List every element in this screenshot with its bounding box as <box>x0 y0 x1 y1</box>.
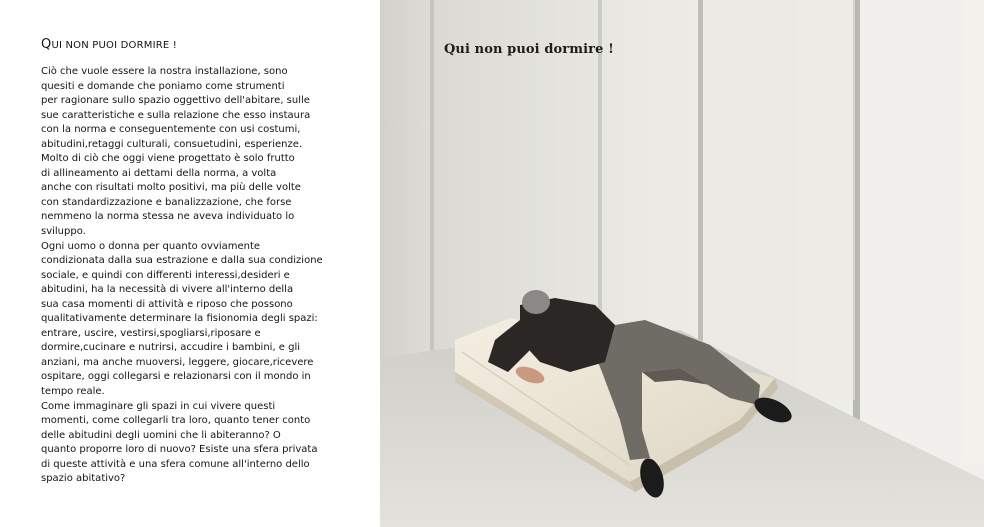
body-line: Ciò che vuole essere la nostra installazione, sono <box>41 66 288 77</box>
body-line: sociale, e quindi con differenti interessi,desideri e <box>41 269 290 281</box>
body-line: con la norma e conseguentemente con usi costumi, <box>41 124 301 136</box>
installation-photo <box>380 0 984 527</box>
body-line: quanto proporre loro di nuovo? Esiste una sfera privata <box>41 444 318 456</box>
body-text <box>41 65 341 487</box>
body-line: Come immaginare gli spazi in cui vivere questi <box>41 400 276 412</box>
body-line: dormire,cucinare e nutrirsi, accudire i bambini, e gli <box>41 342 301 354</box>
body-line: abitudini, ha la necessità di vivere all'interno della <box>41 284 294 296</box>
photo-illustration <box>380 0 984 527</box>
body-line: anziani, ma anche muoversi, leggere, giocare,ricevere <box>41 356 314 368</box>
body-line: spazio abitativo? <box>41 473 126 485</box>
body-line: nemmeno la norma stessa ne aveva individuato lo <box>41 211 295 223</box>
body-line: per ragionare sullo spazio oggettivo dell'abitare, sulle <box>41 95 310 107</box>
photo-caption: Qui non puoi dormire ! <box>444 42 614 57</box>
body-line: ospitare, oggi collegarsi e relazionarsi con il mondo in <box>41 371 311 383</box>
body-line: delle abitudini degli uomini che li abiteranno? O <box>41 429 281 441</box>
body-line: anche con risultati molto positivi, ma più delle volte <box>41 182 301 194</box>
body-line: tempo reale. <box>41 386 105 398</box>
body-line: sviluppo. <box>41 226 86 238</box>
body-line: entrare, uscire, vestirsi,spogliarsi,riposare e <box>41 327 261 339</box>
body-line: abitudini,retaggi culturali, consuetudini, esperienze. <box>41 138 303 150</box>
body-line: sue caratteristiche e sulla relazione che esso instaura <box>41 109 311 121</box>
body-line: condizionata dalla sua estrazione e dalla sua condizione <box>41 255 323 267</box>
body-line: momenti, come collegarli tra loro, quanto tener conto <box>41 415 311 427</box>
body-line: Ogni uomo o donna per quanto ovviamente <box>41 240 261 252</box>
body-line: qualitativamente determinare la fisionomia degli spazi: <box>41 313 318 325</box>
text-column <box>0 0 380 527</box>
body-line: di allineamento ai dettami della norma, a volta <box>41 167 277 179</box>
document-title: QUI NON PUOI DORMIRE ! <box>41 37 177 52</box>
body-line: quesiti e domande che poniamo come strumenti <box>41 80 285 92</box>
body-line: di queste attività e una sfera comune all'interno dello <box>41 458 310 470</box>
body-line: Molto di ciò che oggi viene progettato è solo frutto <box>41 153 295 165</box>
left-wall <box>380 0 432 360</box>
body-line: con standardizzazione e banalizzazione, che forse <box>41 196 292 208</box>
body-line: sua casa momenti di attività e riposo che possono <box>41 298 293 310</box>
